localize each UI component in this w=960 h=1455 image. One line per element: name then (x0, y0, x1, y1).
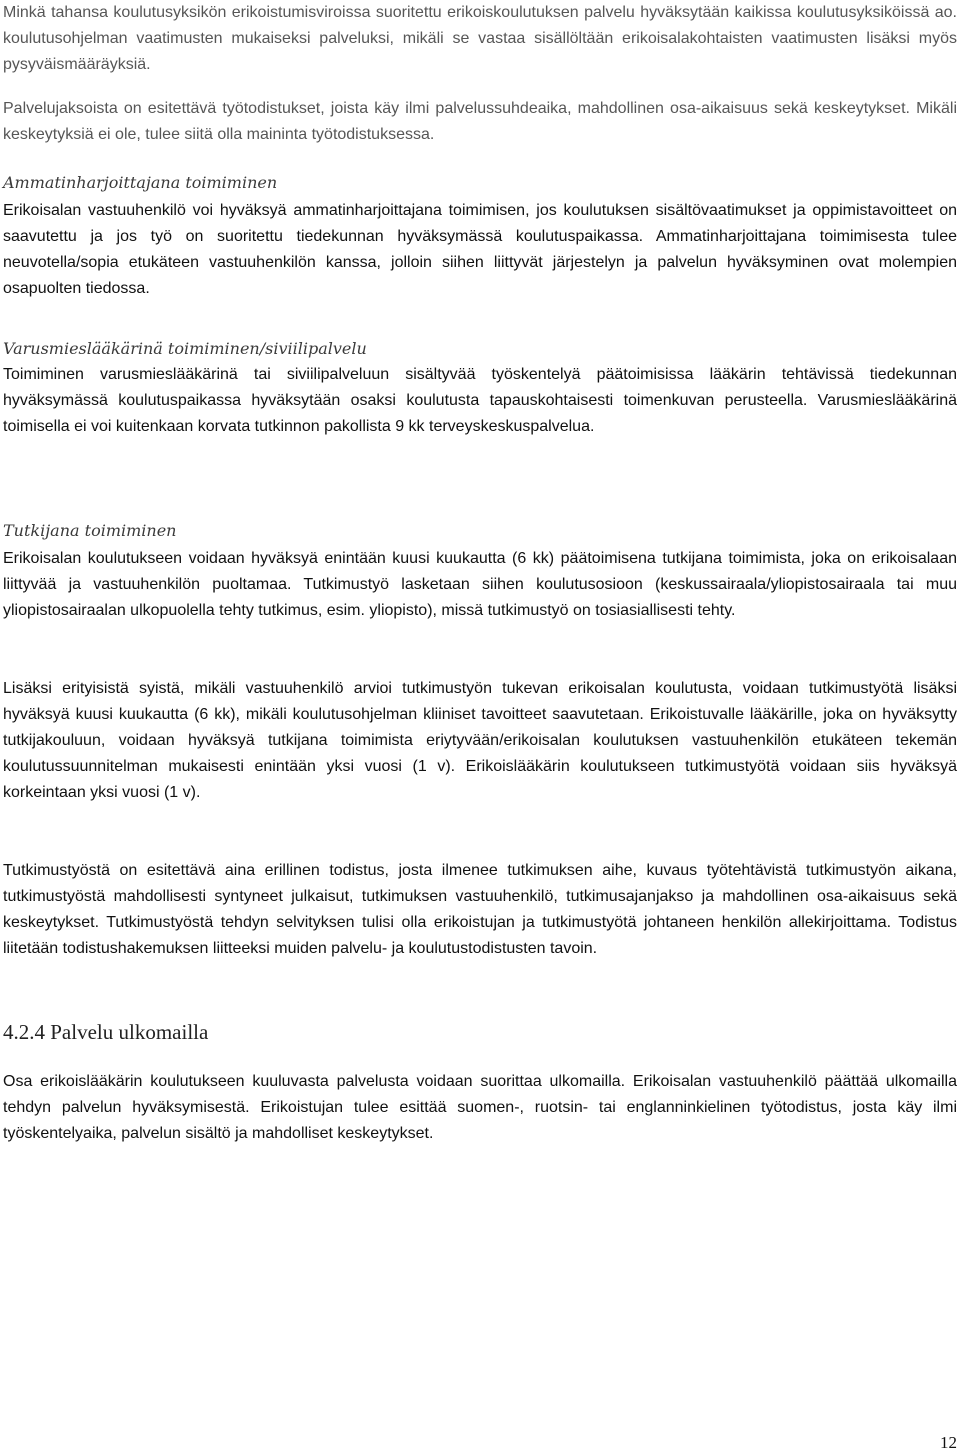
paragraph-tutkijana-3: Tutkimustyöstä on esitettävä aina erillinen todistus, josta ilmenee tutkimuksen aihe, kuvaus työtehtävistä tutkimustyön aikana, tutkimustyöstä mahdollisesti syntyneet julkaisut, tutkimuksen vastuuhenkilö, tutkimusajanjakso ja mahdollinen osa-aikaisuus sekä keskeytykset. Tutkimustyöstä tehdyn selvityksen tulisi olla erikoistujan ja tutkimustyötä johtaneen henkilön allekirjoittama. Todistus liitetään todistushakemuksen liitteeksi muiden palvelu- ja koulutustodistusten tavoin. (3, 862, 957, 957)
paragraph-tutkijana-1: Erikoisalan koulutukseen voidaan hyväksyä enintään kuusi kuukautta (6 kk) päätoimisena tutkijana toimimista, joka on erikoisalaan liittyvää ja vastuuhenkilön puoltamaa. Tutkimustyö lasketaan siihen koulutusosioon (keskussairaala/yliopistosairaala tai muu yliopistosairaalan ulkopuolella tehty tutkimus, esim. yliopisto), missä tutkimustyö on tosiasiallisesti tehty. (3, 550, 957, 619)
section-heading-ammatinharjoittajana: Ammatinharjoittajana toimiminen (3, 173, 278, 192)
page-number: 12 (940, 1433, 957, 1452)
intro-paragraph: Minkä tahansa koulutusyksikön erikoistumisviroissa suoritettu erikoiskoulutuksen palvelu hyväksytään kaikissa koulutusyksiköissä ao. koulutusohjelman vaatimusten mukaiseksi palveluksi, mikäli se vastaa sisällöltään erikoisalakohtaisten vaatimusten lisäksi myös pysyväismääräyksiä. (3, 4, 957, 73)
section-heading-varusmieslaakari: Varusmieslääkärinä toimiminen/siviilipalvelu (3, 339, 367, 358)
service-periods-paragraph: Palvelujaksoista on esitettävä työtodistukset, joista käy ilmi palvelussuhdeaika, mahdollinen osa-aikaisuus sekä keskeytykset. Mikäli keskeytyksiä ei ole, tulee siitä olla maininta työtodistuksessa. (3, 100, 957, 143)
section-heading-tutkijana: Tutkijana toimiminen (3, 521, 177, 540)
paragraph-tutkijana-2: Lisäksi erityisistä syistä, mikäli vastuuhenkilö arvioi tutkimustyön tukevan erikoisalan koulutusta, voidaan tutkimustyötä lisäksi hyväksyä kuusi kuukautta (6 kk), mikäli koulutusohjelman kliiniset tavoitteet saavutetaan. Erikoistuvalle lääkärille, joka on hyväksytty tutkijakouluun, voidaan hyväksyä tutkijana toimimista eriytyvään/erikoisalan koulutuksen vastuuhenkilön etukäteen tekemän koulutussuunnitelman mukaisesti enintään yksi vuosi (1 v). Erikoislääkärin koulutukseen tutkimustyötä voidaan siis hyväksyä korkeintaan yksi vuosi (1 v). (3, 680, 957, 801)
section-heading-palvelu-ulkomailla: 4.2.4 Palvelu ulkomailla (3, 1020, 209, 1044)
paragraph-varusmieslaakari: Toimiminen varusmieslääkärinä tai siviilipalveluun sisältyvää työskentelyä päätoimisissa lääkärin tehtävissä tiedekunnan hyväksymässä koulutuspaikassa hyväksytään osaksi koulutusta tapauskohtaisesti toimenkuvan perusteella. Varusmieslääkärinä toimisella ei voi kuitenkaan korvata tutkinnon pakollista 9 kk terveyskeskuspalvelua. (3, 366, 957, 435)
paragraph-ammatinharjoittajana: Erikoisalan vastuuhenkilö voi hyväksyä ammatinharjoittajana toimimisen, jos koulutuksen sisältövaatimukset ja oppimistavoitteet on saavutettu ja jos työ on suoritettu tiedekunnan hyväksymässä koulutuspaikassa. Ammatinharjoittajana toimimisesta tulee neuvotella/sopia etukäteen vastuuhenkilön kanssa, jolloin siihen liittyvät järjestelyn ja palvelun hyväksyminen ovat molempien osapuolten tiedossa. (3, 202, 957, 297)
paragraph-palvelu-ulkomailla: Osa erikoislääkärin koulutukseen kuuluvasta palvelusta voidaan suorittaa ulkomailla. Erikoisalan vastuuhenkilö päättää ulkomailla tehdyn palvelun hyväksymisestä. Erikoistujan tulee esittää suomen-, ruotsin- tai englanninkielinen työtodistus, josta käy ilmi työskentelyaika, palvelun sisältö ja mahdolliset keskeytykset. (3, 1073, 957, 1142)
